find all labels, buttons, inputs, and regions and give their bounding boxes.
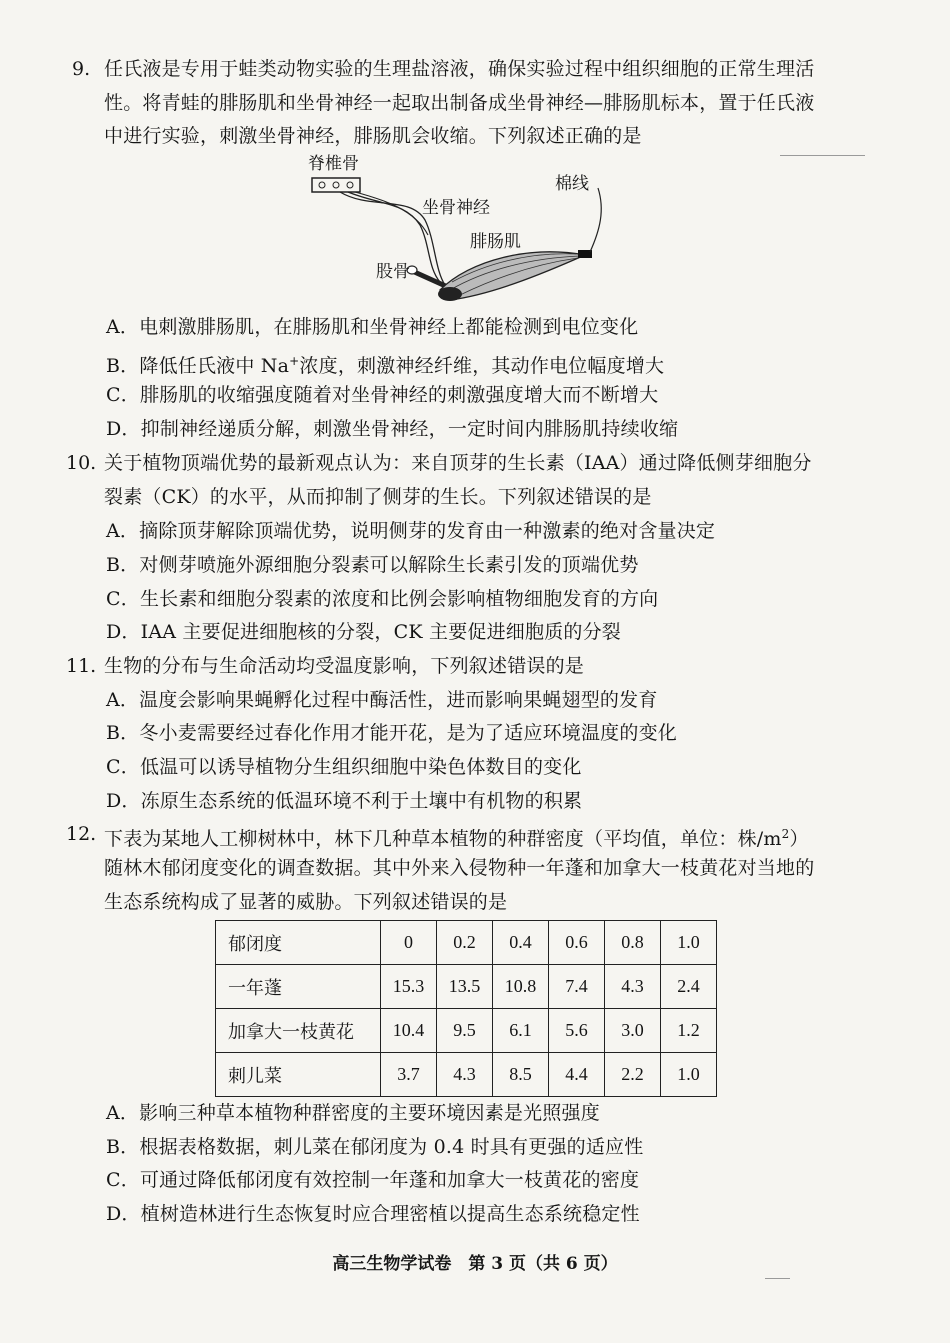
option-d: D．抑制神经递质分解，刺激坐骨神经，一定时间内腓肠肌持续收缩 <box>106 418 679 440</box>
option-c: C．低温可以诱导植物分生组织细胞中染色体数目的变化 <box>106 756 582 778</box>
table-cell: 15.3 <box>381 965 437 1009</box>
question-stem-line: 关于植物顶端优势的最新观点认为：来自顶芽的生长素（IAA）通过降低侧芽细胞分 <box>104 452 812 474</box>
question-stem-line: 中进行实验，刺激坐骨神经，腓肠肌会收缩。下列叙述正确的是 <box>104 125 642 147</box>
table-cell: 3.0 <box>605 1009 661 1053</box>
option-d: D．IAA 主要促进细胞核的分裂，CK 主要促进细胞质的分裂 <box>106 621 621 643</box>
question-stem-line: 任氏液是专用于蛙类动物实验的生理盐溶液，确保实验过程中组织细胞的正常生理活 <box>104 58 815 80</box>
table-cell: 9.5 <box>437 1009 493 1053</box>
option-a: A．电刺激腓肠肌，在腓肠肌和坐骨神经上都能检测到电位变化 <box>106 316 639 338</box>
table-header-cell: 0.8 <box>605 921 661 965</box>
population-density-table <box>215 920 717 1097</box>
table-row <box>216 965 717 1009</box>
option-a: A．影响三种草本植物种群密度的主要环境因素是光照强度 <box>106 1102 600 1124</box>
scan-mark <box>765 1278 790 1279</box>
spine-label: 脊椎骨 <box>308 154 359 174</box>
table-cell: 10.8 <box>493 965 549 1009</box>
question-number: 11. <box>66 655 97 677</box>
table-cell: 2.2 <box>605 1053 661 1097</box>
table-cell: 1.0 <box>661 1053 717 1097</box>
option-b: B．降低任氏液中 Na+浓度，刺激神经纤维，其动作电位幅度增大 <box>106 354 665 377</box>
table-cell: 6.1 <box>493 1009 549 1053</box>
table-cell: 4.4 <box>549 1053 605 1097</box>
option-d: D．植树造林进行生态恢复时应合理密植以提高生态系统稳定性 <box>106 1203 640 1225</box>
table-cell: 4.3 <box>605 965 661 1009</box>
table-cell: 2.4 <box>661 965 717 1009</box>
femur-label: 股骨 <box>376 262 410 282</box>
table-header-cell: 0.6 <box>549 921 605 965</box>
question-number: 10. <box>66 452 97 474</box>
table-cell: 1.2 <box>661 1009 717 1053</box>
table-cell: 7.4 <box>549 965 605 1009</box>
option-c: C．生长素和细胞分裂素的浓度和比例会影响植物细胞发育的方向 <box>106 588 659 610</box>
option-b: B．对侧芽喷施外源细胞分裂素可以解除生长素引发的顶端优势 <box>106 554 639 576</box>
table-header-cell: 0 <box>381 921 437 965</box>
gastrocnemius-label: 腓肠肌 <box>470 232 521 252</box>
table-cell: 13.5 <box>437 965 493 1009</box>
question-number: 12. <box>66 823 97 845</box>
option-a: A．摘除顶芽解除顶端优势，说明侧芽的发育由一种激素的绝对含量决定 <box>106 520 716 542</box>
table-cell: 10.4 <box>381 1009 437 1053</box>
option-b: B．冬小麦需要经过春化作用才能开花，是为了适应环境温度的变化 <box>106 722 677 744</box>
sciatic-nerve-label: 坐骨神经 <box>422 198 490 218</box>
question-stem-line: 裂素（CK）的水平，从而抑制了侧芽的生长。下列叙述错误的是 <box>104 486 652 508</box>
question-stem-line: 生物的分布与生命活动均受温度影响，下列叙述错误的是 <box>104 655 585 677</box>
thread-label: 棉线 <box>555 174 589 194</box>
option-c: C．腓肠肌的收缩强度随着对坐骨神经的刺激强度增大而不断增大 <box>106 384 659 406</box>
table-cell: 3.7 <box>381 1053 437 1097</box>
option-c: C．可通过降低郁闭度有效控制一年蓬和加拿大一枝黄花的密度 <box>106 1169 640 1191</box>
table-header-cell: 0.2 <box>437 921 493 965</box>
page-footer: 高三生物学试卷 第 3 页（共 6 页） <box>332 1254 618 1274</box>
table-header-row <box>216 921 717 965</box>
table-row <box>216 1053 717 1097</box>
table-header-cell: 0.4 <box>493 921 549 965</box>
question-stem-line: 下表为某地人工柳树林中，林下几种草本植物的种群密度（平均值，单位：株$/m^2$） <box>104 827 809 850</box>
option-a: A．温度会影响果蝇孵化过程中酶活性，进而影响果蝇翅型的发育 <box>106 689 658 711</box>
question-number: 9. <box>72 58 91 80</box>
table-cell: 8.5 <box>493 1053 549 1097</box>
question-stem-line: 生态系统构成了显著的威胁。下列叙述错误的是 <box>104 891 508 913</box>
table-cell: 4.3 <box>437 1053 493 1097</box>
table-cell: 加拿大一枝黄花 <box>216 1009 381 1053</box>
table-cell: 5.6 <box>549 1009 605 1053</box>
nerve-muscle-specimen-diagram <box>300 150 620 310</box>
option-b: B．根据表格数据，刺儿菜在郁闭度为 0.4 时具有更强的适应性 <box>106 1136 644 1158</box>
question-stem-line: 性。将青蛙的腓肠肌和坐骨神经一起取出制备成坐骨神经—腓肠肌标本，置于任氏液 <box>104 92 815 114</box>
question-stem-line: 随林木郁闭度变化的调查数据。其中外来入侵物种一年蓬和加拿大一枝黄花对当地的 <box>104 857 815 879</box>
option-d: D．冻原生态系统的低温环境不利于土壤中有机物的积累 <box>106 790 583 812</box>
table-cell: 刺儿菜 <box>216 1053 381 1097</box>
table-header-cell: 郁闭度 <box>216 921 381 965</box>
scan-mark <box>780 155 865 156</box>
table-header-cell: 1.0 <box>661 921 717 965</box>
table-cell: 一年蓬 <box>216 965 381 1009</box>
table-row <box>216 1009 717 1053</box>
